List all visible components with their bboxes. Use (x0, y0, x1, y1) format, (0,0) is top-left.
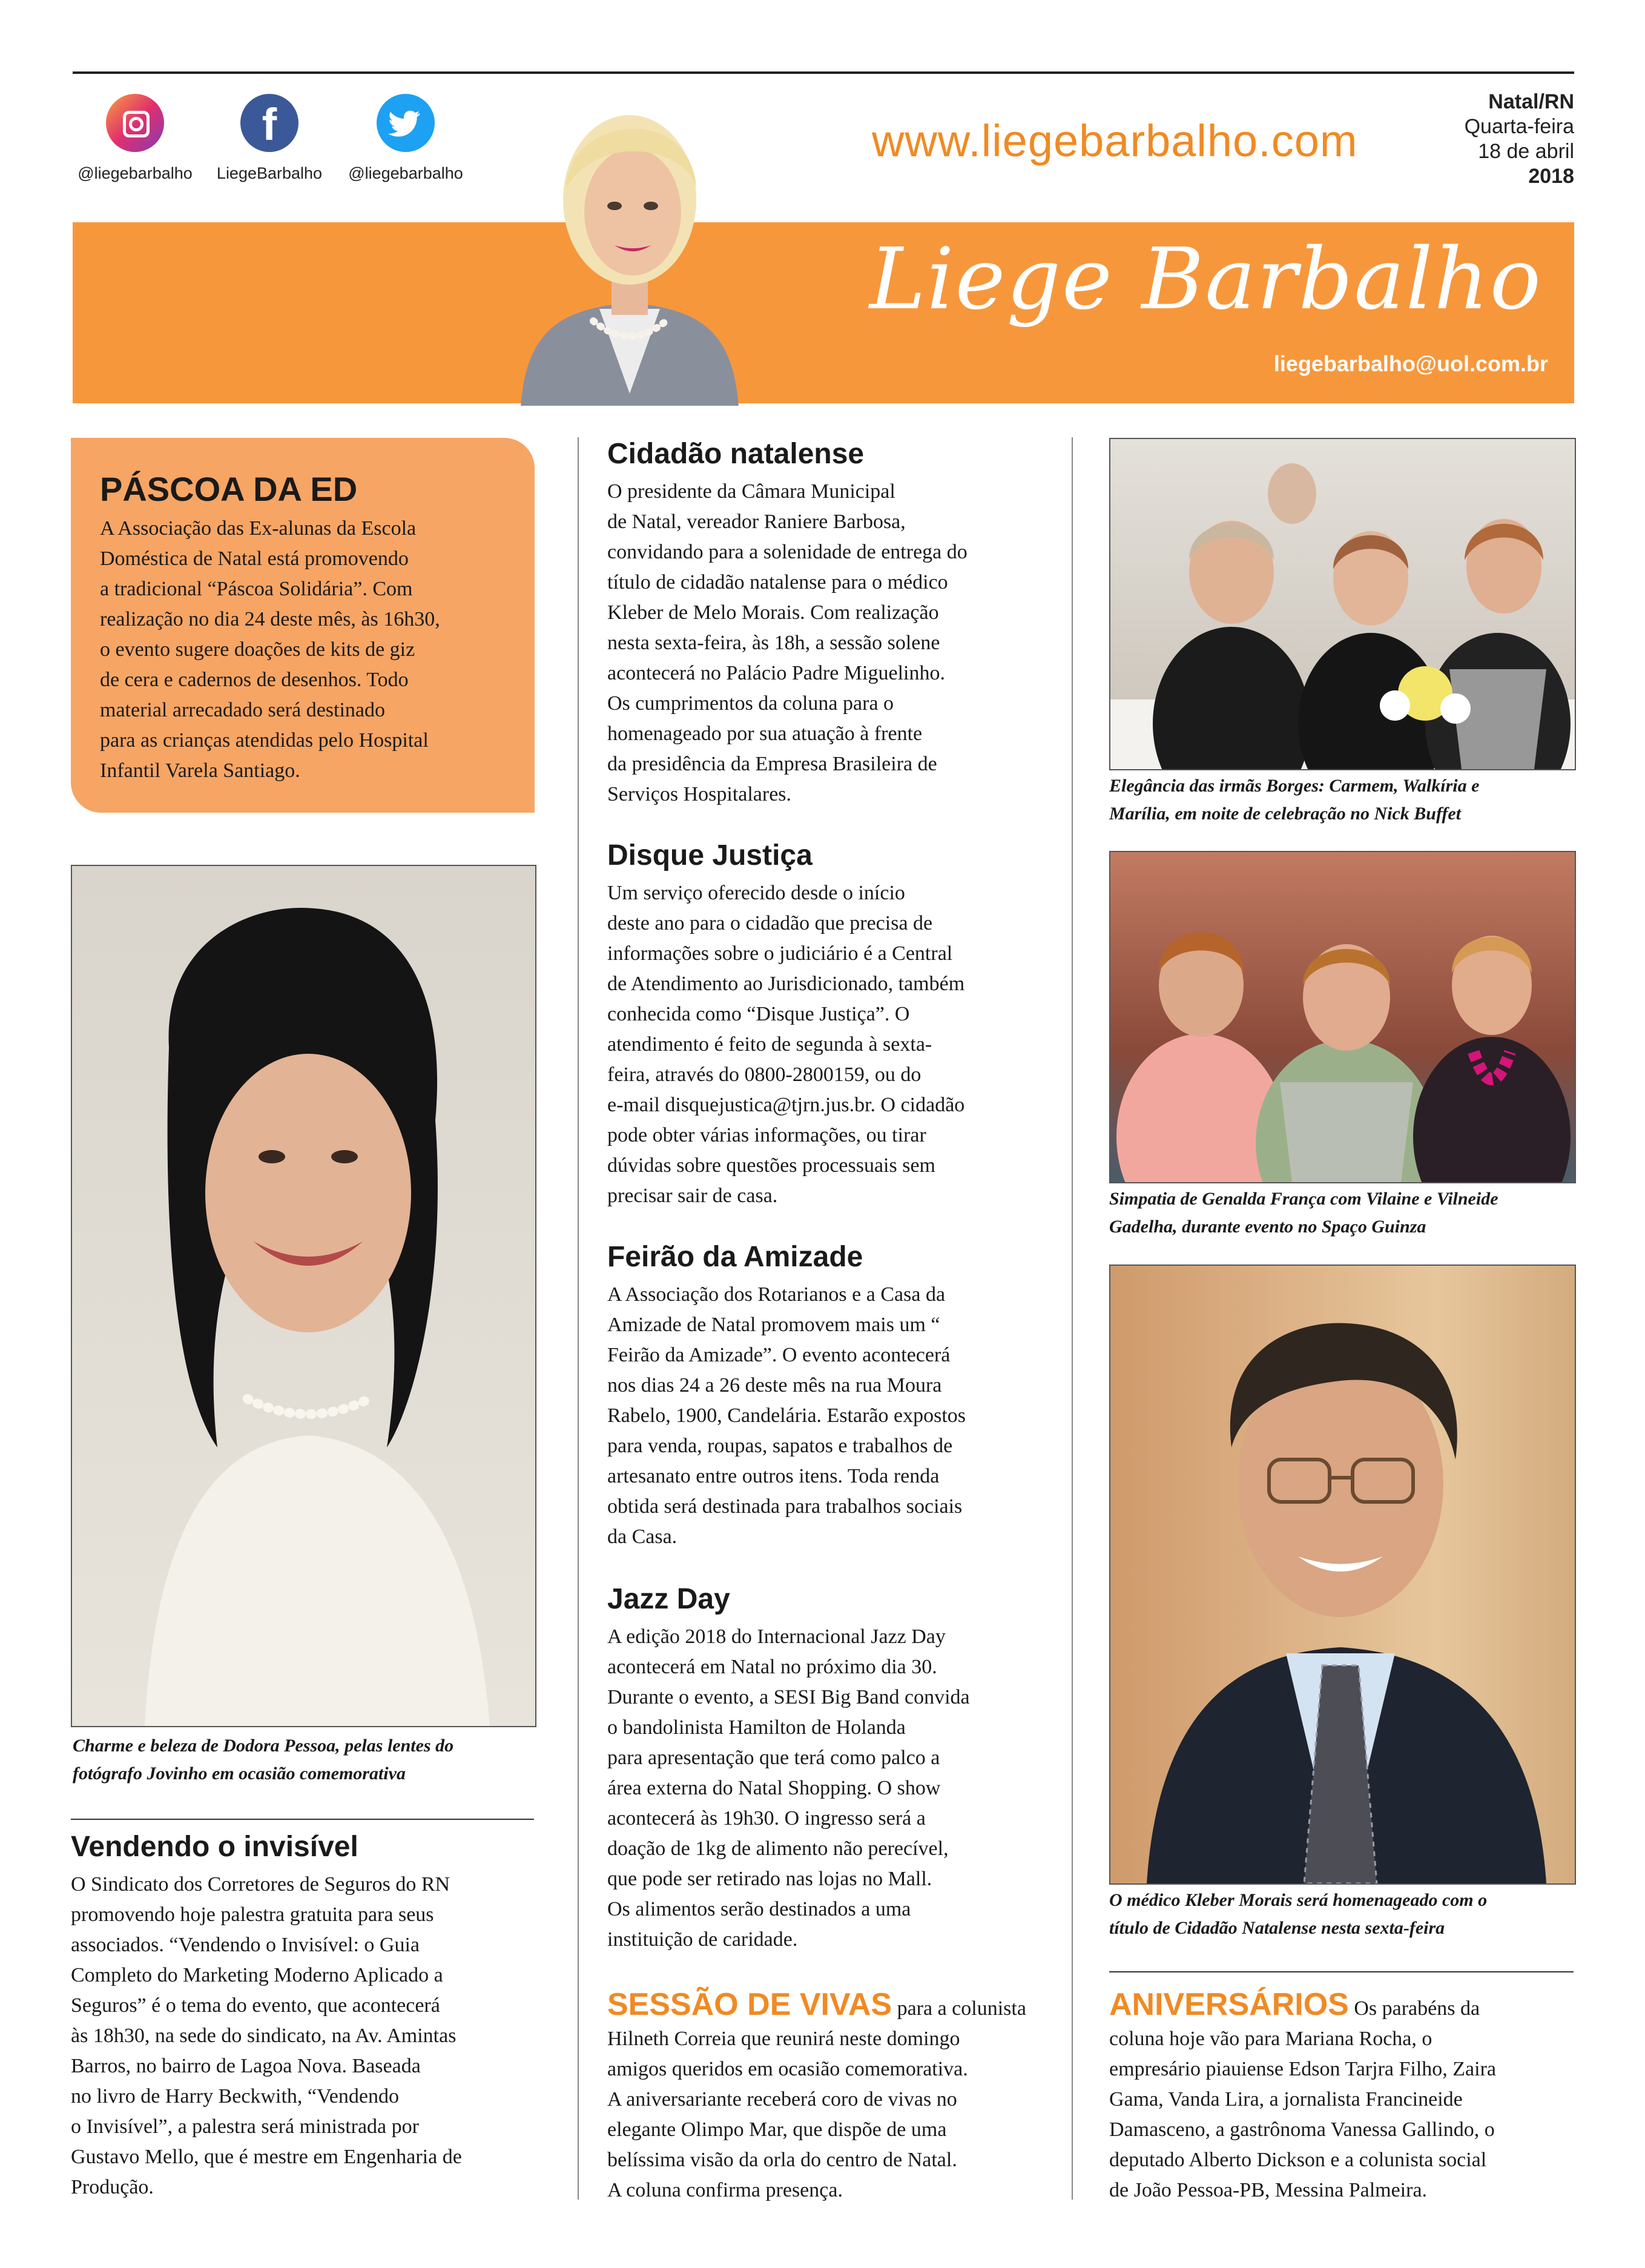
vendendo-title: Vendendo o invisível (71, 1831, 358, 1863)
caption-genalda: Simpatia de Genalda França com Vilaine e Vilneide Gadelha, durante evento no Spaço Guinza (1109, 1189, 1498, 1237)
jazz-title: Jazz Day (607, 1583, 730, 1615)
caption-kleber: O médico Kleber Morais será homenageado com o título de Cidadão Natalense nesta sexta-feira (1109, 1890, 1488, 1938)
date: 18 de abril (1478, 140, 1574, 163)
top-rule (73, 71, 1574, 74)
facebook-icon: f (240, 94, 298, 152)
twitter-handle: @liegebarbalho (348, 164, 463, 182)
jazz-body: A edição 2018 do Internacional Jazz Day acontecerá em Natal no próximo dia 30. Durante o evento, a SESI Big Band convida o bandolinista Hamilton de Holanda para apresentação que terá como palco a área externa do Natal Shopping. O show acontecerá às 19h30. O ingresso será a doação de 1kg de alimento não perecível, que pode ser retirado nas lojas no Mall. Os alimentos serão destinados a uma instituição de caridade. (607, 1625, 970, 1951)
pascoa-title: PÁSCOA DA ED (100, 470, 358, 508)
instagram-handle: @liegebarbalho (77, 164, 193, 182)
photo-genalda-franca (1109, 851, 1576, 1183)
city: Natal/RN (1488, 90, 1574, 113)
disque-title: Disque Justiça (607, 839, 813, 871)
caption-dodora: Charme e beleza de Dodora Pessoa, pelas lentes do fotógrafo Jovinho em ocasião comemorativa (73, 1736, 454, 1784)
social-twitter[interactable] (339, 94, 472, 183)
social-instagram[interactable] (68, 94, 202, 183)
facebook-handle: LiegeBarbalho (216, 164, 323, 182)
year: 2018 (1528, 165, 1574, 188)
column-divider-1 (578, 437, 579, 2200)
social-facebook[interactable] (203, 94, 336, 183)
vendendo-body: O Sindicato dos Corretores de Seguros do RN promovendo hoje palestra gratuita para seus associados. “Vendendo o Invisível: o Guia Completo do Marketing Moderno Aplicado a Seguros” é o tema do evento, que acontecerá às 18h30, na sede do sindicato, na Av. Amintas Barros, no bairro de Lagoa Nova. Baseada no livro de Harry Beckwith, “Vendendo o Invisível”, a palestra será ministrada por Gustavo Mello, que é mestre em Engenharia de Produção. (71, 1873, 462, 2198)
cidadao-body: O presidente da Câmara Municipal de Natal, vereador Raniere Barbosa, convidando para a solenidade de entrega do título de cidadão natalense para o médico Kleber de Melo Morais. Com realização nesta sexta-feira, às 18h, a sessão solene acontecerá no Palácio Padre Miguelinho. Os cumprimentos da coluna para o homenageado por sua atuação à frente da presidência da Empresa Brasileira de Serviços Hospitalares. (607, 480, 968, 805)
aniversarios-title: ANIVERSÁRIOS (1109, 1987, 1349, 2022)
photo-kleber-morais (1109, 1265, 1576, 1885)
photo-dodora-pessoa (71, 865, 536, 1727)
date-block (1465, 90, 1574, 189)
divider-vendendo (71, 1819, 534, 1820)
aniversarios-body: ANIVERSÁRIOS Os parabéns da coluna hoje vão para Mariana Rocha, o empresário piauiense Edson Tarjra Filho, Zaira Gama, Vanda Lira, a jornalista Francineide Damasceno, a gastrônoma Vanessa Gallindo, o deputado Alberto Dickson e a colunista social de João Pessoa-PB, Messina Palmeira. (1109, 1987, 1497, 2201)
site-url[interactable]: www.liegebarbalho.com (872, 116, 1358, 166)
cidadao-title: Cidadão natalense (607, 438, 865, 470)
photo-irmas-borges (1109, 438, 1576, 770)
column-divider-2 (1072, 437, 1073, 2200)
feirao-body: A Associação dos Rotarianos e a Casa da Amizade de Natal promovem mais um “ Feirão da Amizade”. O evento acontecerá nos dias 24 a 26 deste mês na rua Moura Rabelo, 1900, Candelária. Estarão expostos para venda, roupas, sapatos e trabalhos de artesanato entre outros itens. Toda renda obtida será destinada para trabalhos sociais da Casa. (607, 1283, 966, 1548)
columnist-email[interactable]: liegebarbalho@uol.com.br (1273, 351, 1548, 376)
disque-body: Um serviço oferecido desde o início deste ano para o cidadão que precisa de informações sobre o judiciário é a Central de Atendimento ao Jurisdicionado, também conhecida como “Disque Justiça”. O atendimento é feito de segunda à sexta- feira, através do 0800-2800159, ou do e-mail disquejustica@tjrn.jus.br. O cidadão pode obter várias informações, ou tirar dúvidas sobre questões processuais sem precisar sair de casa. (607, 882, 965, 1207)
feirao-title: Feirão da Amizade (607, 1241, 863, 1273)
caption-borges: Elegância das irmãs Borges: Carmem, Walkíria e Marília, em noite de celebração no Nick Buffet (1109, 776, 1480, 824)
divider-aniversarios (1109, 1971, 1574, 1972)
twitter-icon (377, 94, 435, 152)
pascoa-body: A Associação das Ex-alunas da Escola Doméstica de Natal está promovendo a tradicional “Páscoa Solidária”. Com realização no dia 24 deste mês, às 16h30, o evento sugere doações de kits de giz de cera e cadernos de desenhos. Todo material arrecadado será destinado para as crianças atendidas pelo Hospital Infantil Varela Santiago. (100, 517, 440, 782)
columnist-name: Liege Barbalho (869, 230, 1542, 329)
weekday: Quarta-feira (1464, 115, 1574, 138)
columnist-portrait (509, 79, 751, 406)
sessao-title: SESSÃO DE VIVAS (607, 1987, 892, 2022)
instagram-icon (106, 94, 164, 152)
sessao-body: SESSÃO DE VIVAS para a colunista Hilneth Correia que reunirá neste domingo amigos queridos em ocasião comemorativa. A aniversariante receberá coro de vivas no elegante Olimpo Mar, que dispõe de uma belíssima visão da orla do centro de Natal. A coluna confirma presença. (607, 1987, 1026, 2201)
